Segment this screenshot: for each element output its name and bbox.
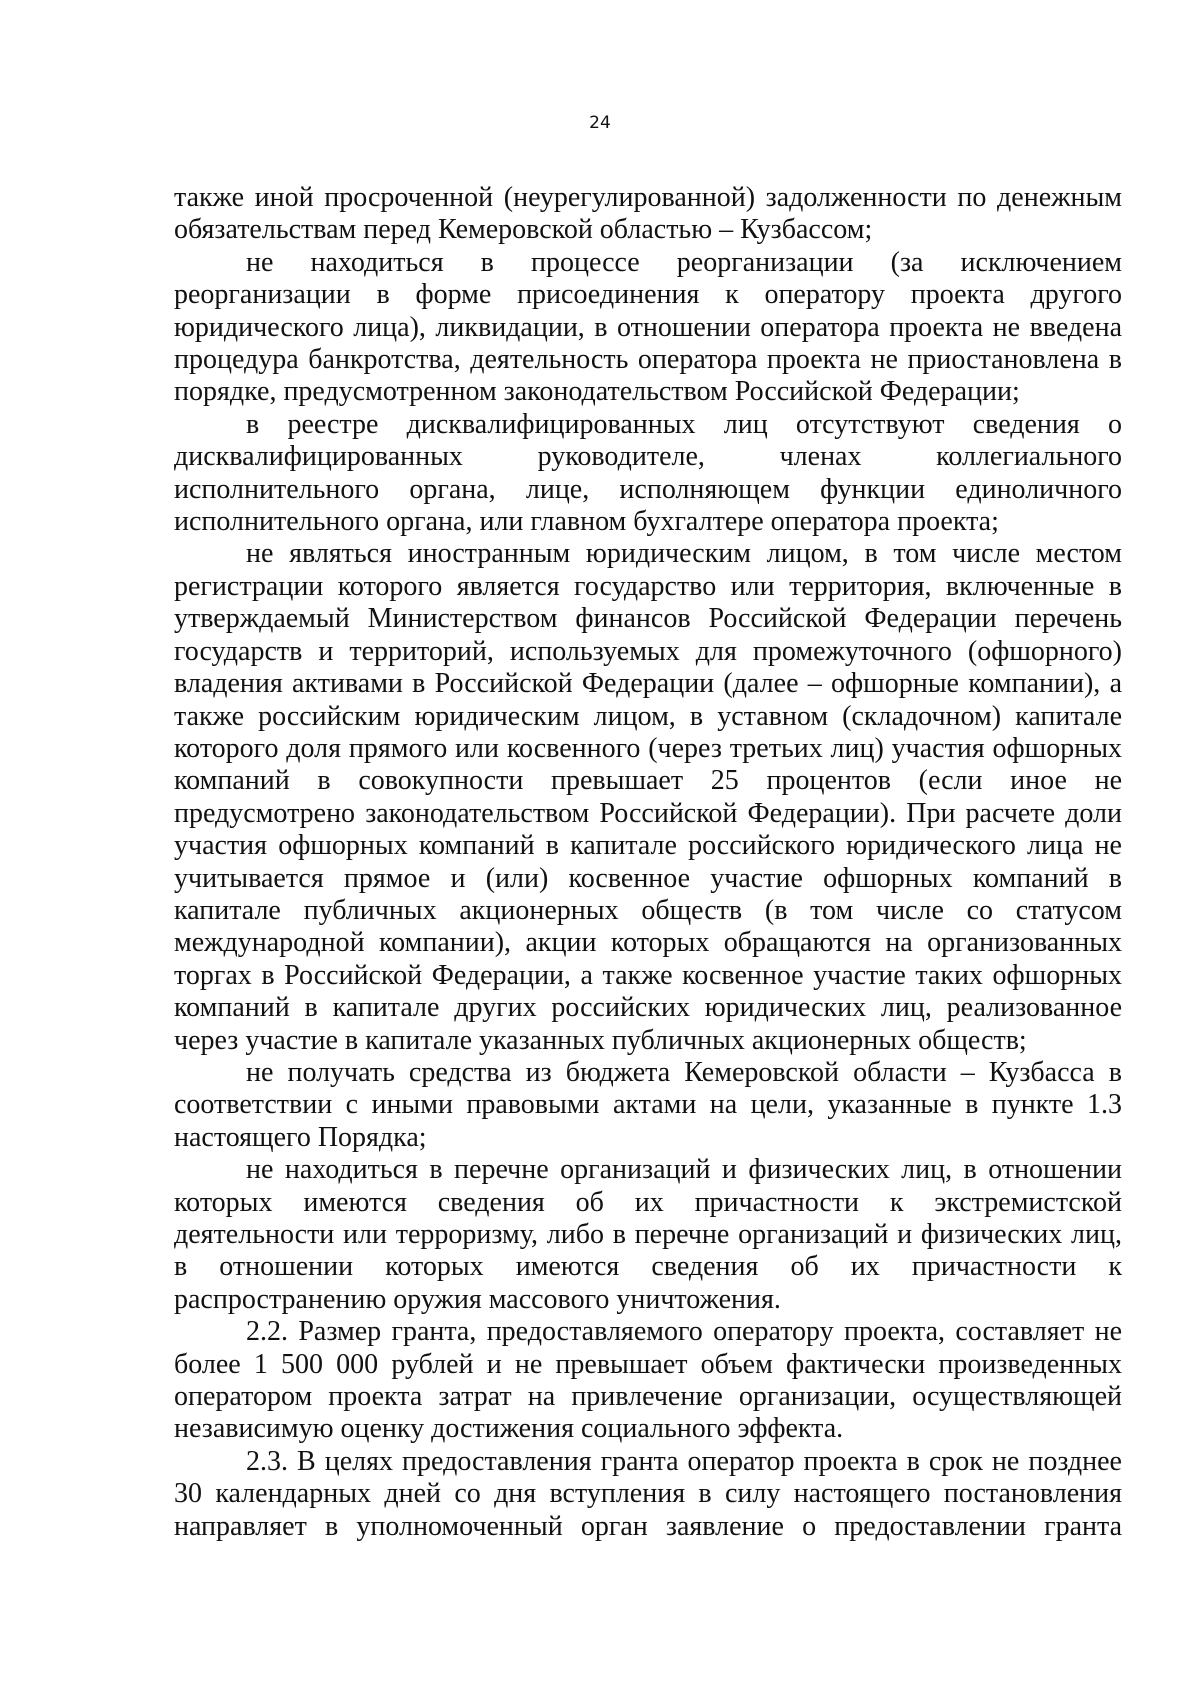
- paragraph-offshore-companies: не являться иностранным юридическим лицом, в том числе местом регистрации которого является государство или территория, включенные в утверждаемый Министерством финансов Российской Федерации перечень государств и территорий, используемых для промежуточного (офшорного) владения активами в Российской Федерации (далее – офшорные компании), а также российским юридическим лицом, в уставном (складочном) капитале которого доля прямого или косвенного (через третьих лиц) участия офшорных компаний в совокупности превышает 25 процентов (если иное не предусмотрено законодательством Российской Федерации). При расчете доли участия офшорных компаний в капитале российского юридического лица не учитывается прямое и (или) косвенное участие офшорных компаний в капитале публичных акционерных обществ (в том числе со статусом международной компании), акции которых обращаются на организованных торгах в Российской Федерации, а также косвенное участие таких офшорных компаний в капитале других российских юридических лиц, реализованное через участие в капитале указанных публичных акционерных обществ;: [174, 538, 1122, 1056]
- page-number: 24: [589, 113, 611, 133]
- document-body: [174, 182, 1122, 1543]
- paragraph-debt-obligations: также иной просроченной (неурегулированной) задолженности по денежным обязательствам перед Кемеровской областью – Кузбассом;: [174, 182, 1122, 246]
- paragraph-extremism-list: не находиться в перечне организаций и физических лиц, в отношении которых имеются сведения об их причастности к экстремистской деятельности или терроризму, либо в перечне организаций и физических лиц, в отношении которых имеются сведения об их причастности к распространению оружия массового уничтожения.: [174, 1154, 1122, 1315]
- paragraph-grant-application: 2.3. В целях предоставления гранта оператор проекта в срок не позднее 30 календарных дней со дня вступления в силу настоящего постановления направляет в уполномоченный орган заявление о предоставлении гранта: [174, 1445, 1122, 1542]
- paragraph-disqualified-persons: в реестре дисквалифицированных лиц отсутствуют сведения о дисквалифицированных руководителе, членах коллегиального исполнительного органа, лице, исполняющем функции единоличного исполнительного органа, или главном бухгалтере оператора проекта;: [174, 408, 1122, 538]
- paragraph-reorganization: не находиться в процессе реорганизации (за исключением реорганизации в форме присоединения к оператору проекта другого юридического лица), ликвидации, в отношении оператора проекта не введена процедура банкротства, деятельность оператора проекта не приостановлена в порядке, предусмотренном законодательством Российской Федерации;: [174, 246, 1122, 408]
- paragraph-budget-funds: не получать средства из бюджета Кемеровской области – Кузбасса в соответствии с иными правовыми актами на цели, указанные в пункте 1.3 настоящего Порядка;: [174, 1056, 1122, 1153]
- paragraph-grant-amount: 2.2. Размер гранта, предоставляемого оператору проекта, составляет не более 1 500 000 рублей и не превышает объем фактически произведенных оператором проекта затрат на привлечение организации, осуществляющей независимую оценку достижения социального эффекта.: [174, 1316, 1122, 1445]
